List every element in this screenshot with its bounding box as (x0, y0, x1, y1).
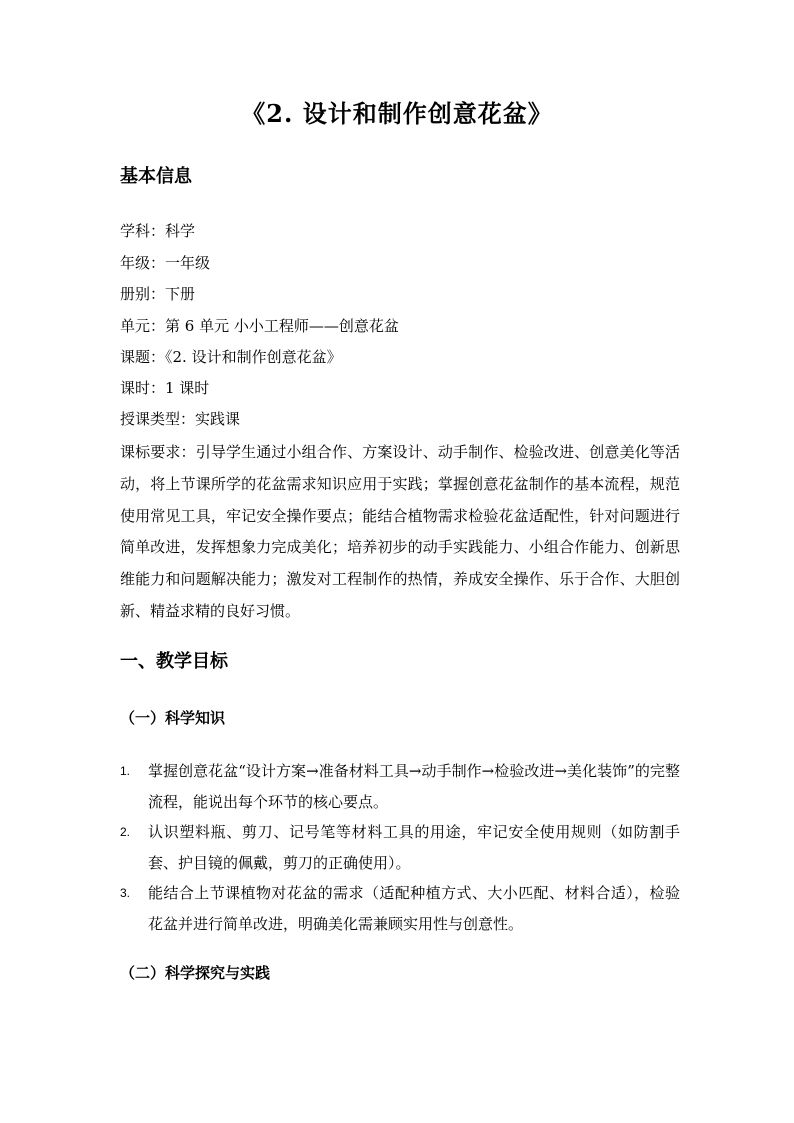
unit-line: 单元：第 6 单元 小小工程师——创意花盆 (120, 317, 399, 335)
curriculum-standard-paragraph: 课标要求：引导学生通过小组合作、方案设计、动手制作、检验改进、创意美化等活动，将上节课所学的花盆需求知识应用于实践；掌握创意花盆制作的基本流程，规范使用常见工具，牢记安全操作要点；能结合植物需求检验花盆适配性，针对问题进行简单改进，发挥想象力完成美化；培养初步的动手实践能力、小组合作能力、创新思维能力和问题解决能力；激发对工程制作的热情，养成安全操作、乐于合作、大胆创新、精益求精的良好习惯。 (120, 443, 680, 620)
list-item (120, 878, 680, 939)
list-item-text: 认识塑料瓶、剪刀、记号笔等材料工具的用途，牢记安全使用规则（如防割手套、护目镜的佩戴，剪刀的正确使用）。 (148, 823, 680, 872)
subject-line: 学科：科学 (120, 222, 196, 240)
grade-line: 年级：一年级 (120, 254, 211, 272)
list-item-text: 能结合上节课植物对花盆的需求（适配种植方式、大小匹配、材料合适），检验花盆并进行简单改进，明确美化需兼顾实用性与创意性。 (148, 884, 680, 933)
list-item (120, 817, 680, 878)
list-item-text: 掌握创意花盆“设计方案→准备材料工具→动手制作→检验改进→美化装饰”的完整流程，能说出每个环节的核心要点。 (148, 762, 680, 811)
volume-line: 册别：下册 (120, 285, 196, 303)
science-knowledge-heading: （一）科学知识 (120, 709, 226, 727)
hours-line: 课时：1 课时 (120, 379, 210, 397)
lesson-type-line: 授课类型：实践课 (120, 410, 241, 428)
list-item (120, 756, 680, 817)
knowledge-list (120, 756, 680, 940)
basic-info-heading: 基本信息 (120, 166, 192, 187)
list-number: 2. (120, 825, 131, 840)
teaching-goals-heading: 一、教学目标 (120, 651, 228, 672)
document-title: 《2. 设计和制作创意花盆》 (241, 99, 553, 128)
lesson-line: 课题：《2. 设计和制作创意花盆》 (120, 348, 342, 366)
science-inquiry-heading: （二）科学探究与实践 (120, 964, 271, 982)
list-number: 3. (120, 886, 131, 901)
list-number: 1. (120, 764, 131, 778)
